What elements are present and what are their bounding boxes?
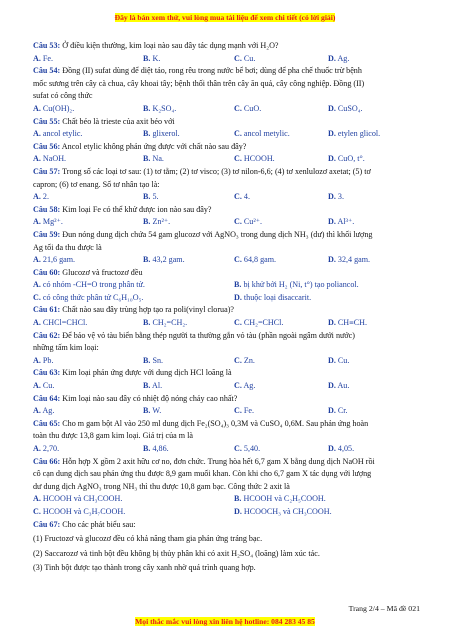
answer-text: 3. <box>337 192 344 202</box>
page-footer: Trang 2/4 – Mã đề 021 <box>348 604 420 613</box>
answer-label: B. <box>143 318 151 328</box>
answer-label: C. <box>234 154 242 164</box>
answer-text: ancol metylic. <box>243 129 290 139</box>
answer-text: Fe. <box>243 406 255 416</box>
answer-option <box>328 191 344 204</box>
question-text: những tấm kim loại: <box>33 343 99 353</box>
answer-row <box>33 405 423 418</box>
hotline-banner-text: Mọi thắc mắc vui lòng xin liên hệ hotline: 084 283 45 85 <box>135 617 315 626</box>
answer-label: B. <box>143 255 151 265</box>
answer-row <box>33 279 423 292</box>
question-number: Câu 60: <box>33 267 61 277</box>
answer-label: C. <box>234 355 242 365</box>
answer-label: C. <box>33 292 41 302</box>
question-text: sufat có công thức <box>33 91 93 101</box>
preview-banner-text: Đây là bản xem thử, vui lòng mua tài liệu để xem chi tiết (có lời giải) <box>114 13 336 22</box>
question-text: capron; (6) tơ enang. Số tơ nhân tạo là: <box>33 179 160 189</box>
answer-row <box>33 103 423 116</box>
question-line <box>33 65 423 78</box>
answer-label: A. <box>33 444 41 453</box>
answer-row <box>33 153 423 166</box>
answer-option <box>328 128 380 141</box>
question-text: Để bảo vệ vỏ tàu biển bằng thép người ta thường gắn vỏ tàu (phần ngoài ngâm dưới nước) <box>62 330 355 340</box>
answer-option <box>33 292 143 305</box>
answer-label: D. <box>234 506 242 516</box>
question-block <box>33 229 423 267</box>
answer-label: A. <box>33 255 41 265</box>
answer-option <box>328 443 354 456</box>
answer-text: có nhóm -CH=O trong phân tử. <box>42 280 145 290</box>
question-text: Kim loại phản ứng được với dung dịch HCl loãng là <box>62 368 232 378</box>
question-text: Chất béo là trieste của axit béo với <box>62 116 175 126</box>
answer-label: D. <box>328 53 336 63</box>
answer-text: HCOOH. <box>243 154 275 164</box>
question-block <box>33 40 423 65</box>
answer-text: Cu²⁺. <box>243 217 263 227</box>
question-block <box>33 519 423 532</box>
answer-text: CuO, t°. <box>337 154 365 164</box>
question-line <box>33 468 423 481</box>
question-line <box>33 40 423 53</box>
answer-text: 21,6 gam. <box>42 255 76 265</box>
question-line <box>33 78 423 91</box>
answer-row <box>33 493 423 506</box>
question-block <box>33 65 423 115</box>
answer-label: C. <box>234 53 242 63</box>
question-number: Câu 67: <box>33 519 61 529</box>
answer-text: K₂SO₄. <box>152 103 177 113</box>
answer-label: C. <box>234 103 242 113</box>
answer-label: A. <box>33 355 41 365</box>
answer-option <box>143 443 169 456</box>
question-text: dư dung dịch AgNO₃ trong NH₃ thì thu được 10,8 gam bạc. Công thức 2 axit là <box>33 481 290 491</box>
question-line <box>33 304 423 317</box>
question-line <box>33 393 423 406</box>
answer-option <box>33 506 125 519</box>
question-text: Glucozơ và fructozơ đều <box>62 267 143 277</box>
answer-option <box>328 405 348 418</box>
answer-option <box>143 128 180 141</box>
answer-text: bị khử bởi H₂ (Ni, t°) tạo poliancol. <box>243 280 359 290</box>
statement-line: (3) Tinh bột được tạo thành trong cây xanh nhờ quá trình quang hợp. <box>33 563 256 573</box>
answer-row <box>33 191 423 204</box>
answer-text: Cu(OH)₂. <box>42 103 75 113</box>
question-block <box>33 418 423 456</box>
answer-text: 4,86. <box>152 444 169 453</box>
answer-label: C. <box>234 129 242 139</box>
answer-text: 43,2 gam. <box>152 255 185 265</box>
question-number: Câu 55: <box>33 116 61 126</box>
answer-row <box>33 355 423 368</box>
statement-line: (1) Fructozơ và glucozơ đều có khả năng tham gia phản ứng tráng bạc. <box>33 534 263 544</box>
answer-option <box>143 216 170 229</box>
answer-label: B. <box>143 355 151 365</box>
question-number: Câu 65: <box>33 418 61 428</box>
answer-row <box>33 292 423 305</box>
question-line <box>33 267 423 280</box>
question-number: Câu 59: <box>33 229 61 239</box>
answer-option <box>33 317 87 330</box>
question-text: Đun nóng dung dịch chứa 54 gam glucozơ với AgNO₃ trong dung dịch NH₃ (dư) thì khối lượng <box>62 229 373 239</box>
question-line <box>33 141 423 154</box>
answer-label: D. <box>328 103 336 113</box>
answer-label: A. <box>33 103 41 113</box>
answer-row <box>33 506 423 519</box>
answer-option <box>33 254 75 267</box>
answer-option <box>33 216 63 229</box>
answer-option <box>234 317 283 330</box>
question-number: Câu 53: <box>33 41 61 50</box>
answer-label: B. <box>143 129 151 139</box>
answer-text: etylen glicol. <box>337 129 381 139</box>
answer-option <box>33 279 145 292</box>
answer-label: D. <box>328 129 336 139</box>
answer-label: A. <box>33 318 41 328</box>
question-block <box>33 304 423 329</box>
question-line <box>33 418 423 431</box>
answer-option <box>234 292 311 305</box>
question-block <box>33 116 423 141</box>
answer-text: Al. <box>152 381 163 391</box>
answer-text: 4. <box>243 192 250 202</box>
question-line <box>33 342 423 355</box>
question-text: Hỗn hợp X gồm 2 axit hữu cơ no, đơn chức. Trung hòa hết 6,7 gam X bằng dung dịch NaOH rồi <box>62 456 375 466</box>
answer-text: Au. <box>337 381 350 391</box>
answer-option <box>33 191 49 204</box>
answer-label: A. <box>33 154 41 164</box>
answer-text: Fe. <box>42 53 54 63</box>
answer-row <box>33 53 423 66</box>
answer-text: 5,40. <box>243 444 261 453</box>
answer-option <box>143 405 161 418</box>
answer-label: A. <box>33 494 41 504</box>
answer-text: CH₂=CHCl. <box>243 318 284 328</box>
answer-label: D. <box>328 192 336 202</box>
question-block <box>33 330 423 368</box>
answer-row <box>33 317 423 330</box>
question-line <box>33 430 423 443</box>
answer-text: CuSO₄. <box>337 103 363 113</box>
answer-text: W. <box>152 406 162 416</box>
question-block <box>33 166 423 204</box>
answer-option <box>234 254 276 267</box>
answer-text: Ag. <box>42 406 55 416</box>
answer-text: Ag. <box>337 53 350 63</box>
answer-label: D. <box>328 318 336 328</box>
preview-banner <box>0 13 450 22</box>
answer-label: C. <box>234 444 242 453</box>
statement-line: (2) Saccarozơ và tinh bột đều không bị thủy phân khi có axit H₂SO₄ (loãng) làm xúc tác. <box>33 548 320 558</box>
question-number: Câu 64: <box>33 393 61 403</box>
answer-text: Zn²⁺. <box>152 217 171 227</box>
answer-text: CuO. <box>243 103 262 113</box>
answer-text: 32,4 gam. <box>337 255 371 265</box>
answer-label: D. <box>328 217 336 227</box>
answer-option <box>234 191 250 204</box>
question-line <box>33 204 423 217</box>
answer-label: B. <box>143 444 151 453</box>
answer-option <box>143 355 163 368</box>
answer-label: B. <box>234 494 242 504</box>
answer-label: B. <box>143 192 151 202</box>
answer-label: A. <box>33 406 41 416</box>
question-line <box>33 456 423 469</box>
answer-option <box>234 103 261 116</box>
question-block <box>33 456 423 519</box>
question-number: Câu 56: <box>33 141 61 151</box>
question-number: Câu 61: <box>33 305 61 315</box>
answer-label: C. <box>234 217 242 227</box>
answer-text: Cu. <box>42 381 55 391</box>
question-line <box>33 90 423 103</box>
question-number: Câu 54: <box>33 66 61 76</box>
answer-option <box>328 53 349 66</box>
answer-row <box>33 216 423 229</box>
answer-label: A. <box>33 381 41 391</box>
answer-row <box>33 380 423 393</box>
answer-text: 2,70. <box>42 444 60 453</box>
answer-label: B. <box>234 280 242 290</box>
answer-label: C. <box>234 406 242 416</box>
answer-option <box>234 380 255 393</box>
answer-text: Ag. <box>243 381 256 391</box>
answer-row <box>33 443 423 456</box>
question-text: Ancol etylic không phản ứng được với chất nào sau đây? <box>61 141 247 151</box>
answer-option <box>143 153 164 166</box>
question-line <box>33 367 423 380</box>
answer-option <box>234 493 326 506</box>
question-block <box>33 393 423 418</box>
answer-text: Na. <box>152 154 164 164</box>
question-list <box>33 40 423 575</box>
answer-label: C. <box>234 381 242 391</box>
question-block <box>33 141 423 166</box>
answer-option <box>234 279 359 292</box>
answer-text: ancol etylic. <box>42 129 83 139</box>
answer-text: Zn. <box>243 355 255 365</box>
answer-label: A. <box>33 53 41 63</box>
answer-label: A. <box>33 129 41 139</box>
question-line <box>33 179 423 192</box>
answer-label: D. <box>328 154 336 164</box>
answer-text: Pb. <box>42 355 54 365</box>
answer-label: A. <box>33 280 41 290</box>
answer-option <box>33 493 122 506</box>
question-text: Kim loại Fe có thể khử được ion nào sau đây? <box>62 204 212 214</box>
question-block <box>33 267 423 305</box>
question-text: cô cạn dung dịch sau phản ứng thu được 8,9 gam muối khan. Còn khi cho 6,7 gam X tác dụng với lượng <box>33 469 372 479</box>
question-text: Ag tối đa thu được là <box>33 242 102 252</box>
answer-option <box>234 216 262 229</box>
answer-text: HCOOH và CH₃COOH. <box>42 494 123 504</box>
answer-option <box>328 355 349 368</box>
answer-label: A. <box>33 192 41 202</box>
answer-label: B. <box>143 406 151 416</box>
answer-option <box>33 53 53 66</box>
answer-label: D. <box>328 255 336 265</box>
answer-label: D. <box>328 355 336 365</box>
answer-option <box>33 153 66 166</box>
answer-option <box>328 254 370 267</box>
answer-label: B. <box>143 381 151 391</box>
question-text: Ở điều kiện thường, kim loại nào sau đây tác dụng mạnh với H₂O? <box>62 41 279 50</box>
answer-text: HCOOCH₃ và CH₃COOH. <box>243 506 332 516</box>
question-line <box>33 229 423 242</box>
answer-text: CH≡CH. <box>337 318 367 328</box>
answer-option <box>234 53 255 66</box>
answer-text: glixerol. <box>152 129 180 139</box>
answer-option <box>234 128 290 141</box>
question-number: Câu 66: <box>33 456 61 466</box>
answer-option <box>234 443 260 456</box>
hotline-banner <box>0 617 450 626</box>
answer-option <box>328 317 367 330</box>
answer-option <box>33 128 82 141</box>
answer-label: D. <box>328 406 336 416</box>
answer-text: Cu. <box>243 53 256 63</box>
question-number: Câu 58: <box>33 204 61 214</box>
answer-text: thuộc loại đisaccarit. <box>243 292 312 302</box>
answer-text: NaOH. <box>42 154 67 164</box>
answer-text: Al³⁺. <box>337 217 355 227</box>
answer-option <box>143 53 160 66</box>
question-line <box>33 116 423 129</box>
answer-option <box>234 153 275 166</box>
answer-option <box>328 153 365 166</box>
answer-text: có công thức phân tử C₆H₁₀O₅. <box>42 292 144 302</box>
answer-text: HCOOH và C₂H₅COOH. <box>243 494 326 504</box>
question-text: Cho các phát biểu sau: <box>62 519 136 529</box>
answer-row <box>33 254 423 267</box>
answer-text: CH₂=CH₂. <box>152 318 188 328</box>
answer-text: Cu. <box>337 355 350 365</box>
answer-label: C. <box>234 318 242 328</box>
answer-option <box>143 380 162 393</box>
answer-label: B. <box>143 103 151 113</box>
question-text: mốc sương trên cây cà chua, cây khoai tây; bệnh thối thân trên cây ăn quả, cây công nghiệp. Đồng (II) <box>33 78 365 88</box>
answer-text: CHCl=CHCl. <box>42 318 88 328</box>
answer-option <box>33 405 54 418</box>
question-text: Chất nào sau đây trùng hợp tạo ra poli(vinyl clorua)? <box>62 305 234 315</box>
answer-label: D. <box>328 444 336 453</box>
answer-option <box>33 103 74 116</box>
answer-option <box>234 355 255 368</box>
answer-label: D. <box>234 292 242 302</box>
question-number: Câu 57: <box>33 166 61 176</box>
answer-label: C. <box>234 255 242 265</box>
answer-label: C. <box>234 192 242 202</box>
question-block <box>33 204 423 229</box>
question-line <box>33 166 423 179</box>
question-line <box>33 481 423 494</box>
answer-label: B. <box>143 217 151 227</box>
answer-text: Mg²⁺. <box>42 217 63 227</box>
answer-text: 5. <box>152 192 159 202</box>
answer-option <box>33 443 59 456</box>
answer-text: 4,05. <box>337 444 355 453</box>
answer-option <box>143 254 185 267</box>
question-text: toàn thu được 13,8 gam kim loại. Giá trị của m là <box>33 431 193 441</box>
answer-option <box>234 506 332 519</box>
question-line <box>33 330 423 343</box>
answer-option <box>143 317 187 330</box>
answer-label: B. <box>143 154 151 164</box>
answer-text: K. <box>152 53 161 63</box>
answer-text: Sn. <box>152 355 164 365</box>
question-line <box>33 242 423 255</box>
question-line <box>33 519 423 532</box>
answer-option <box>143 103 176 116</box>
question-text: Trong số các loại tơ sau: (1) tơ tằm; (2) tơ visco; (3) tơ nilon-6,6; (4) tơ xenlulozơ axetat; (5) tơ <box>62 166 371 176</box>
answer-text: 64,8 gam. <box>243 255 277 265</box>
answer-label: C. <box>33 506 41 516</box>
question-block <box>33 367 423 392</box>
question-text: Đồng (II) sufat dùng để diệt tảo, rong rêu trong nước bể bơi; dùng để pha chế thuốc trừ bệnh <box>62 66 362 76</box>
answer-option <box>143 191 159 204</box>
answer-option <box>33 355 53 368</box>
answer-option <box>328 216 354 229</box>
answer-option <box>234 405 254 418</box>
answer-label: A. <box>33 217 41 227</box>
answer-label: D. <box>328 381 336 391</box>
answer-label: B. <box>143 53 151 63</box>
answer-row <box>33 128 423 141</box>
question-number: Câu 63: <box>33 368 61 378</box>
question-text: Cho m gam bột Al vào 250 ml dung dịch Fe₂(SO₄)₃ 0,3M và CuSO₄ 0,6M. Sau phản ứng hoàn <box>62 418 369 428</box>
question-text: Kim loại nào sau đây có nhiệt độ nóng chảy cao nhất? <box>62 393 238 403</box>
answer-option <box>328 103 363 116</box>
answer-text: 2. <box>42 192 49 202</box>
answer-text: Cr. <box>337 406 348 416</box>
answer-option <box>328 380 349 393</box>
answer-text: HCOOH và C₃H₇COOH. <box>42 506 126 516</box>
question-number: Câu 62: <box>33 330 61 340</box>
answer-option <box>33 380 54 393</box>
